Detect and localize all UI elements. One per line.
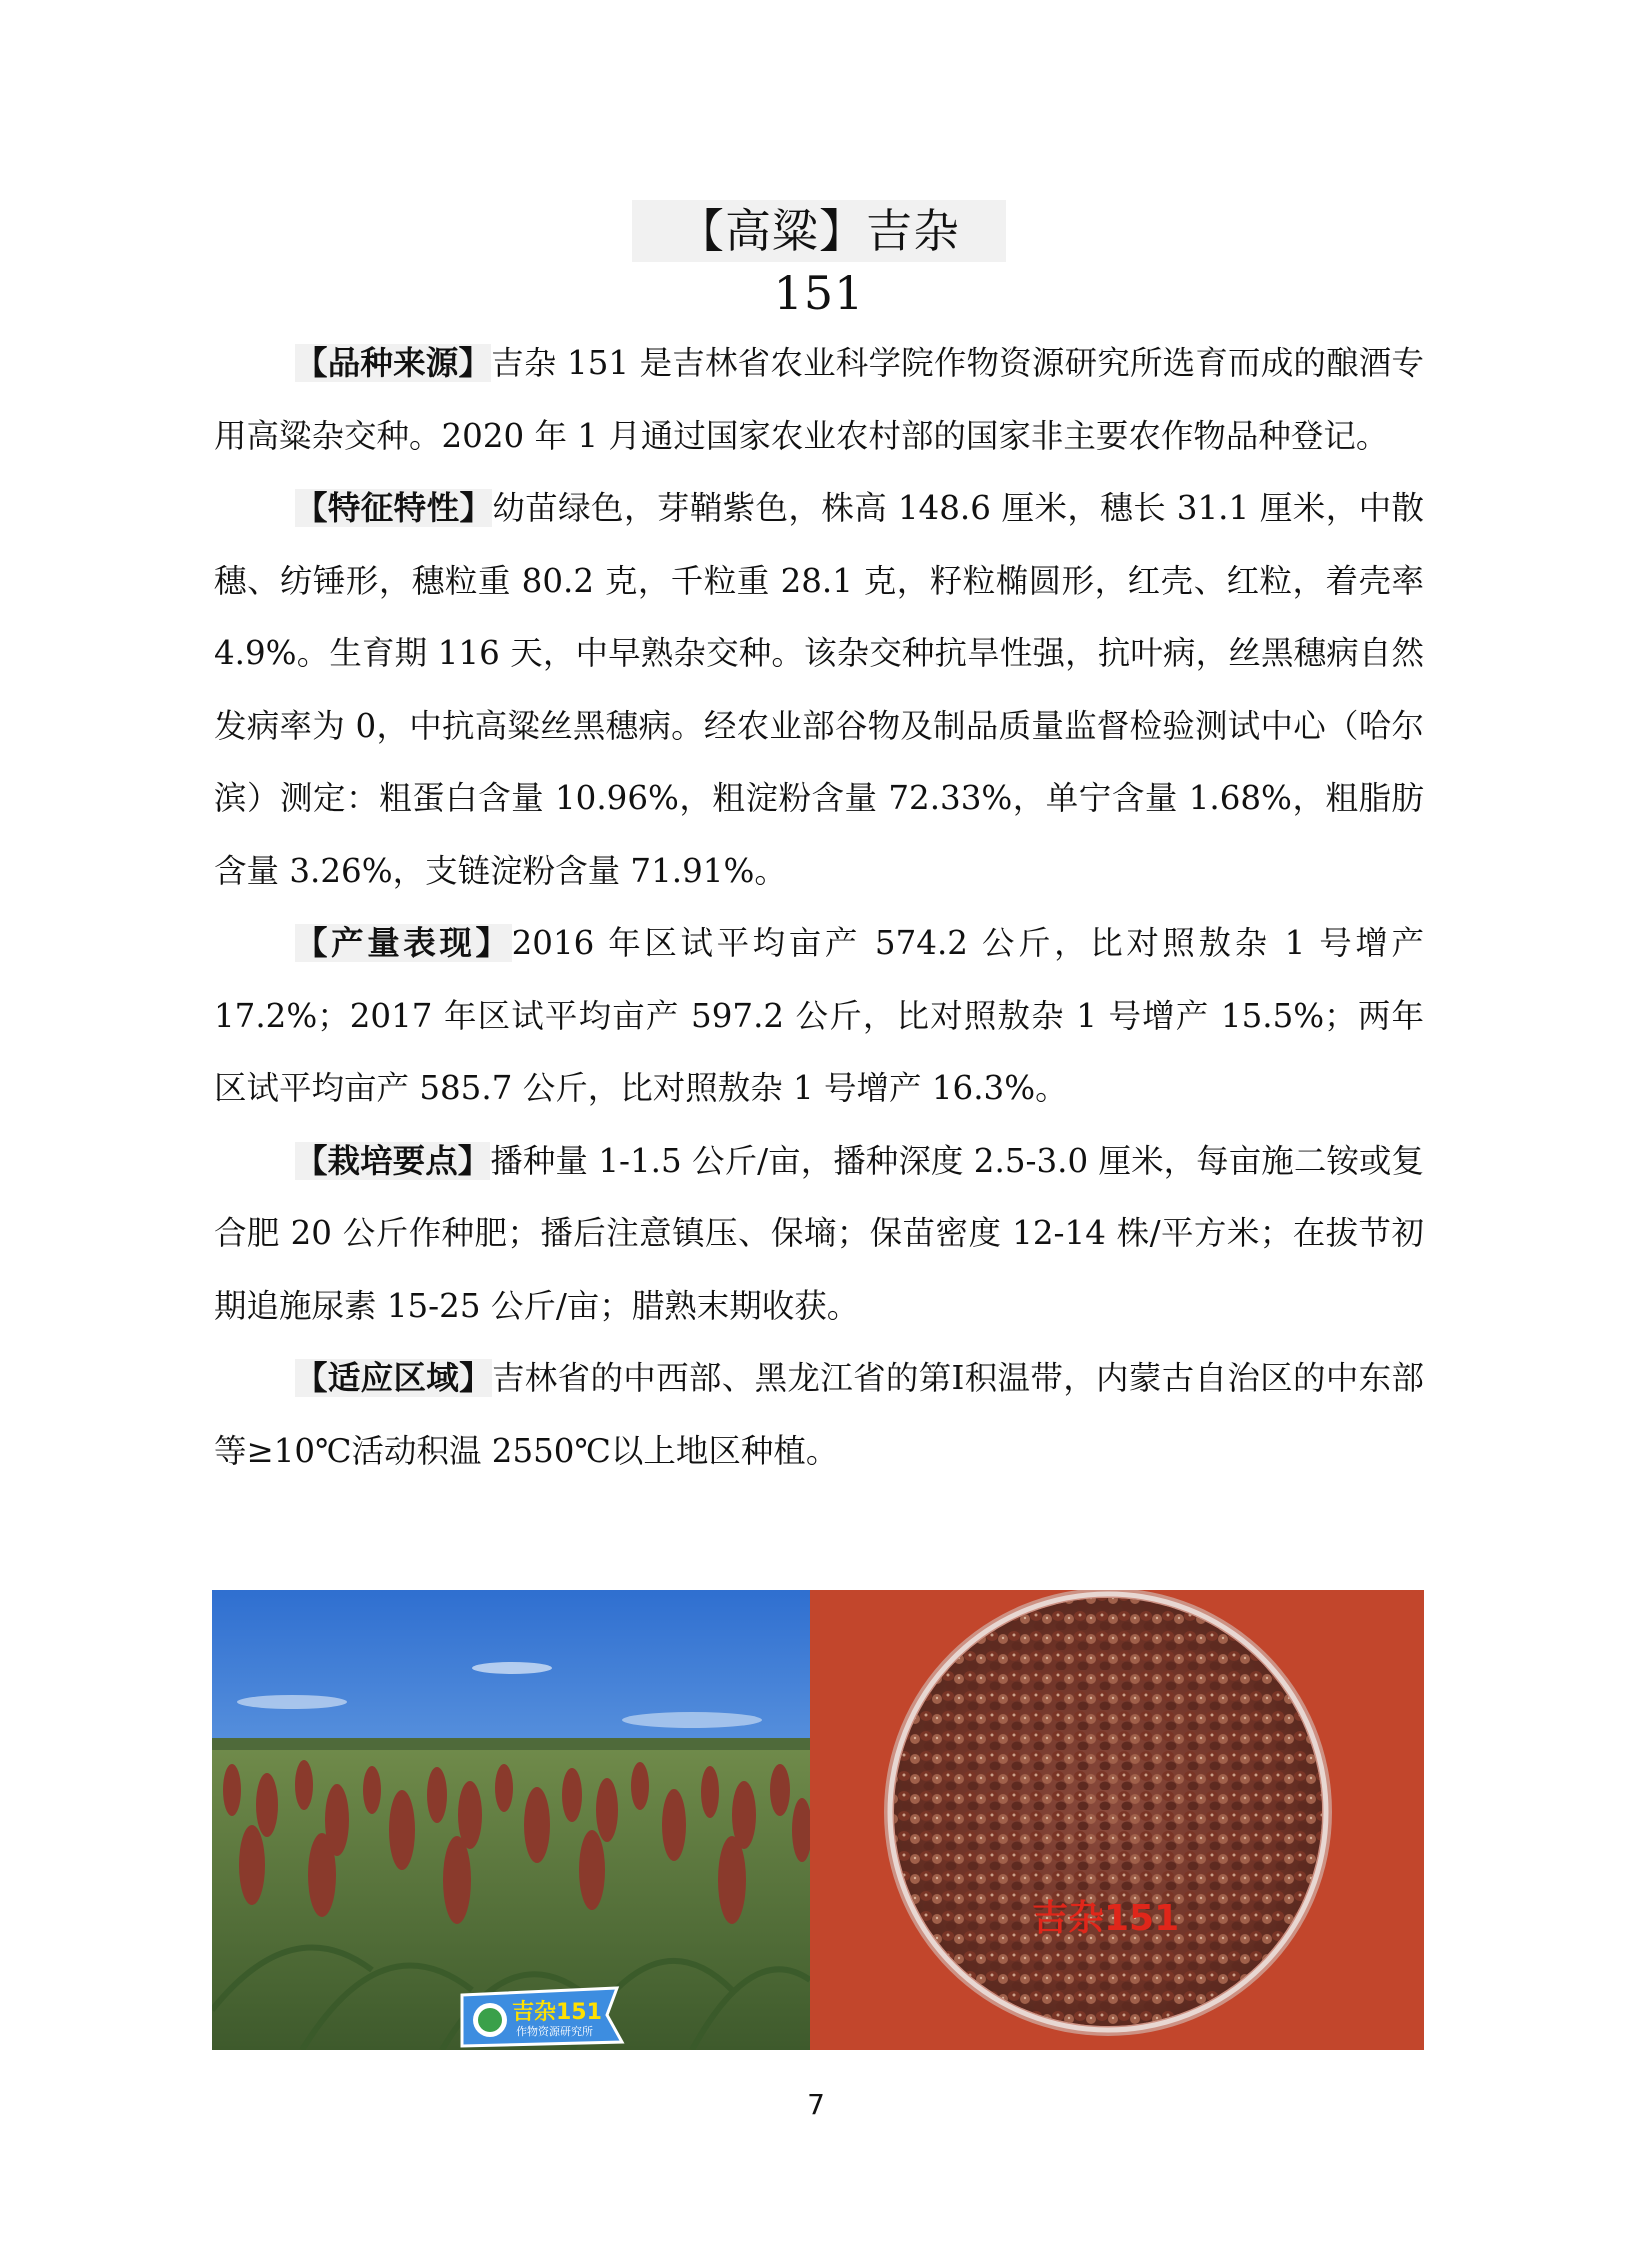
sorghum-seeds-photo	[810, 1590, 1424, 2050]
section-text: 播种量 1-1.5 公斤/亩，播种深度 2.5-3.0 厘米，每亩施二铵或复合肥 20 公斤作种肥；播后注意镇压、保墒；保苗密度 12-14 株/平方米；在拔节初期追施尿素 15-25 公斤/亩；腊熟末期收获。	[214, 1141, 1424, 1325]
section-yield	[214, 907, 1424, 1125]
sorghum-seeds-image	[810, 1590, 1424, 2050]
section-adaptation	[214, 1342, 1424, 1487]
section-text: 2016 年区试平均亩产 574.2 公斤，比对照敖杂 1 号增产 17.2%；2017 年区试平均亩产 597.2 公斤，比对照敖杂 1 号增产 15.5%；两年区试平均亩产 585.7 公斤，比对照敖杂 1 号增产 16.3%。	[214, 924, 1424, 1107]
body-text	[214, 327, 1424, 1487]
page-number: 7	[807, 2088, 825, 2121]
section-variety-source	[214, 327, 1424, 472]
section-label: 【产量表现】	[295, 924, 512, 962]
section-characteristics	[214, 472, 1424, 907]
section-label: 【栽培要点】	[295, 1141, 491, 1180]
sorghum-field-photo	[212, 1590, 810, 2050]
section-label: 【品种来源】	[295, 344, 492, 382]
field-badge-subtext: 作物资源研究所	[516, 2025, 593, 2038]
photo-row	[212, 1590, 1424, 2050]
seeds-label: 吉杂151	[1032, 1898, 1180, 1939]
section-label: 【适应区域】	[295, 1359, 492, 1397]
section-cultivation	[214, 1125, 1424, 1343]
section-label: 【特征特性】	[295, 489, 493, 527]
field-badge-text: 吉杂151	[512, 2000, 602, 2025]
section-text: 吉杂 151 是吉林省农业科学院作物资源研究所选育而成的酿酒专用高粱杂交种。2020 年 1 月通过国家农业农村部的国家非主要农作物品种登记。	[214, 344, 1424, 455]
section-text: 吉林省的中西部、黑龙江省的第Ⅰ积温带，内蒙古自治区的中东部等≥10℃活动积温 2550℃以上地区种植。	[214, 1359, 1424, 1470]
section-text: 幼苗绿色，芽鞘紫色，株高 148.6 厘米，穗长 31.1 厘米，中散穗、纺锤形，穗粒重 80.2 克，千粒重 28.1 克，籽粒椭圆形，红壳、红粒，着壳率 4.9%。生育期 116 天，中早熟杂交种。该杂交种抗旱性强，抗叶病，丝黑穗病自然发病率为 0，中抗高粱丝黑穗病。经农业部谷物及制品质量监督检验测试中心（哈尔滨）测定：粗蛋白含量 10.96%，粗淀粉含量 72.33%，单宁含量 1.68%，粗脂肪含量 3.26%，支链淀粉含量 71.91%。	[214, 489, 1424, 890]
page-title: 【高粱】吉杂 151	[632, 200, 1006, 262]
sorghum-field-image	[212, 1590, 810, 2050]
